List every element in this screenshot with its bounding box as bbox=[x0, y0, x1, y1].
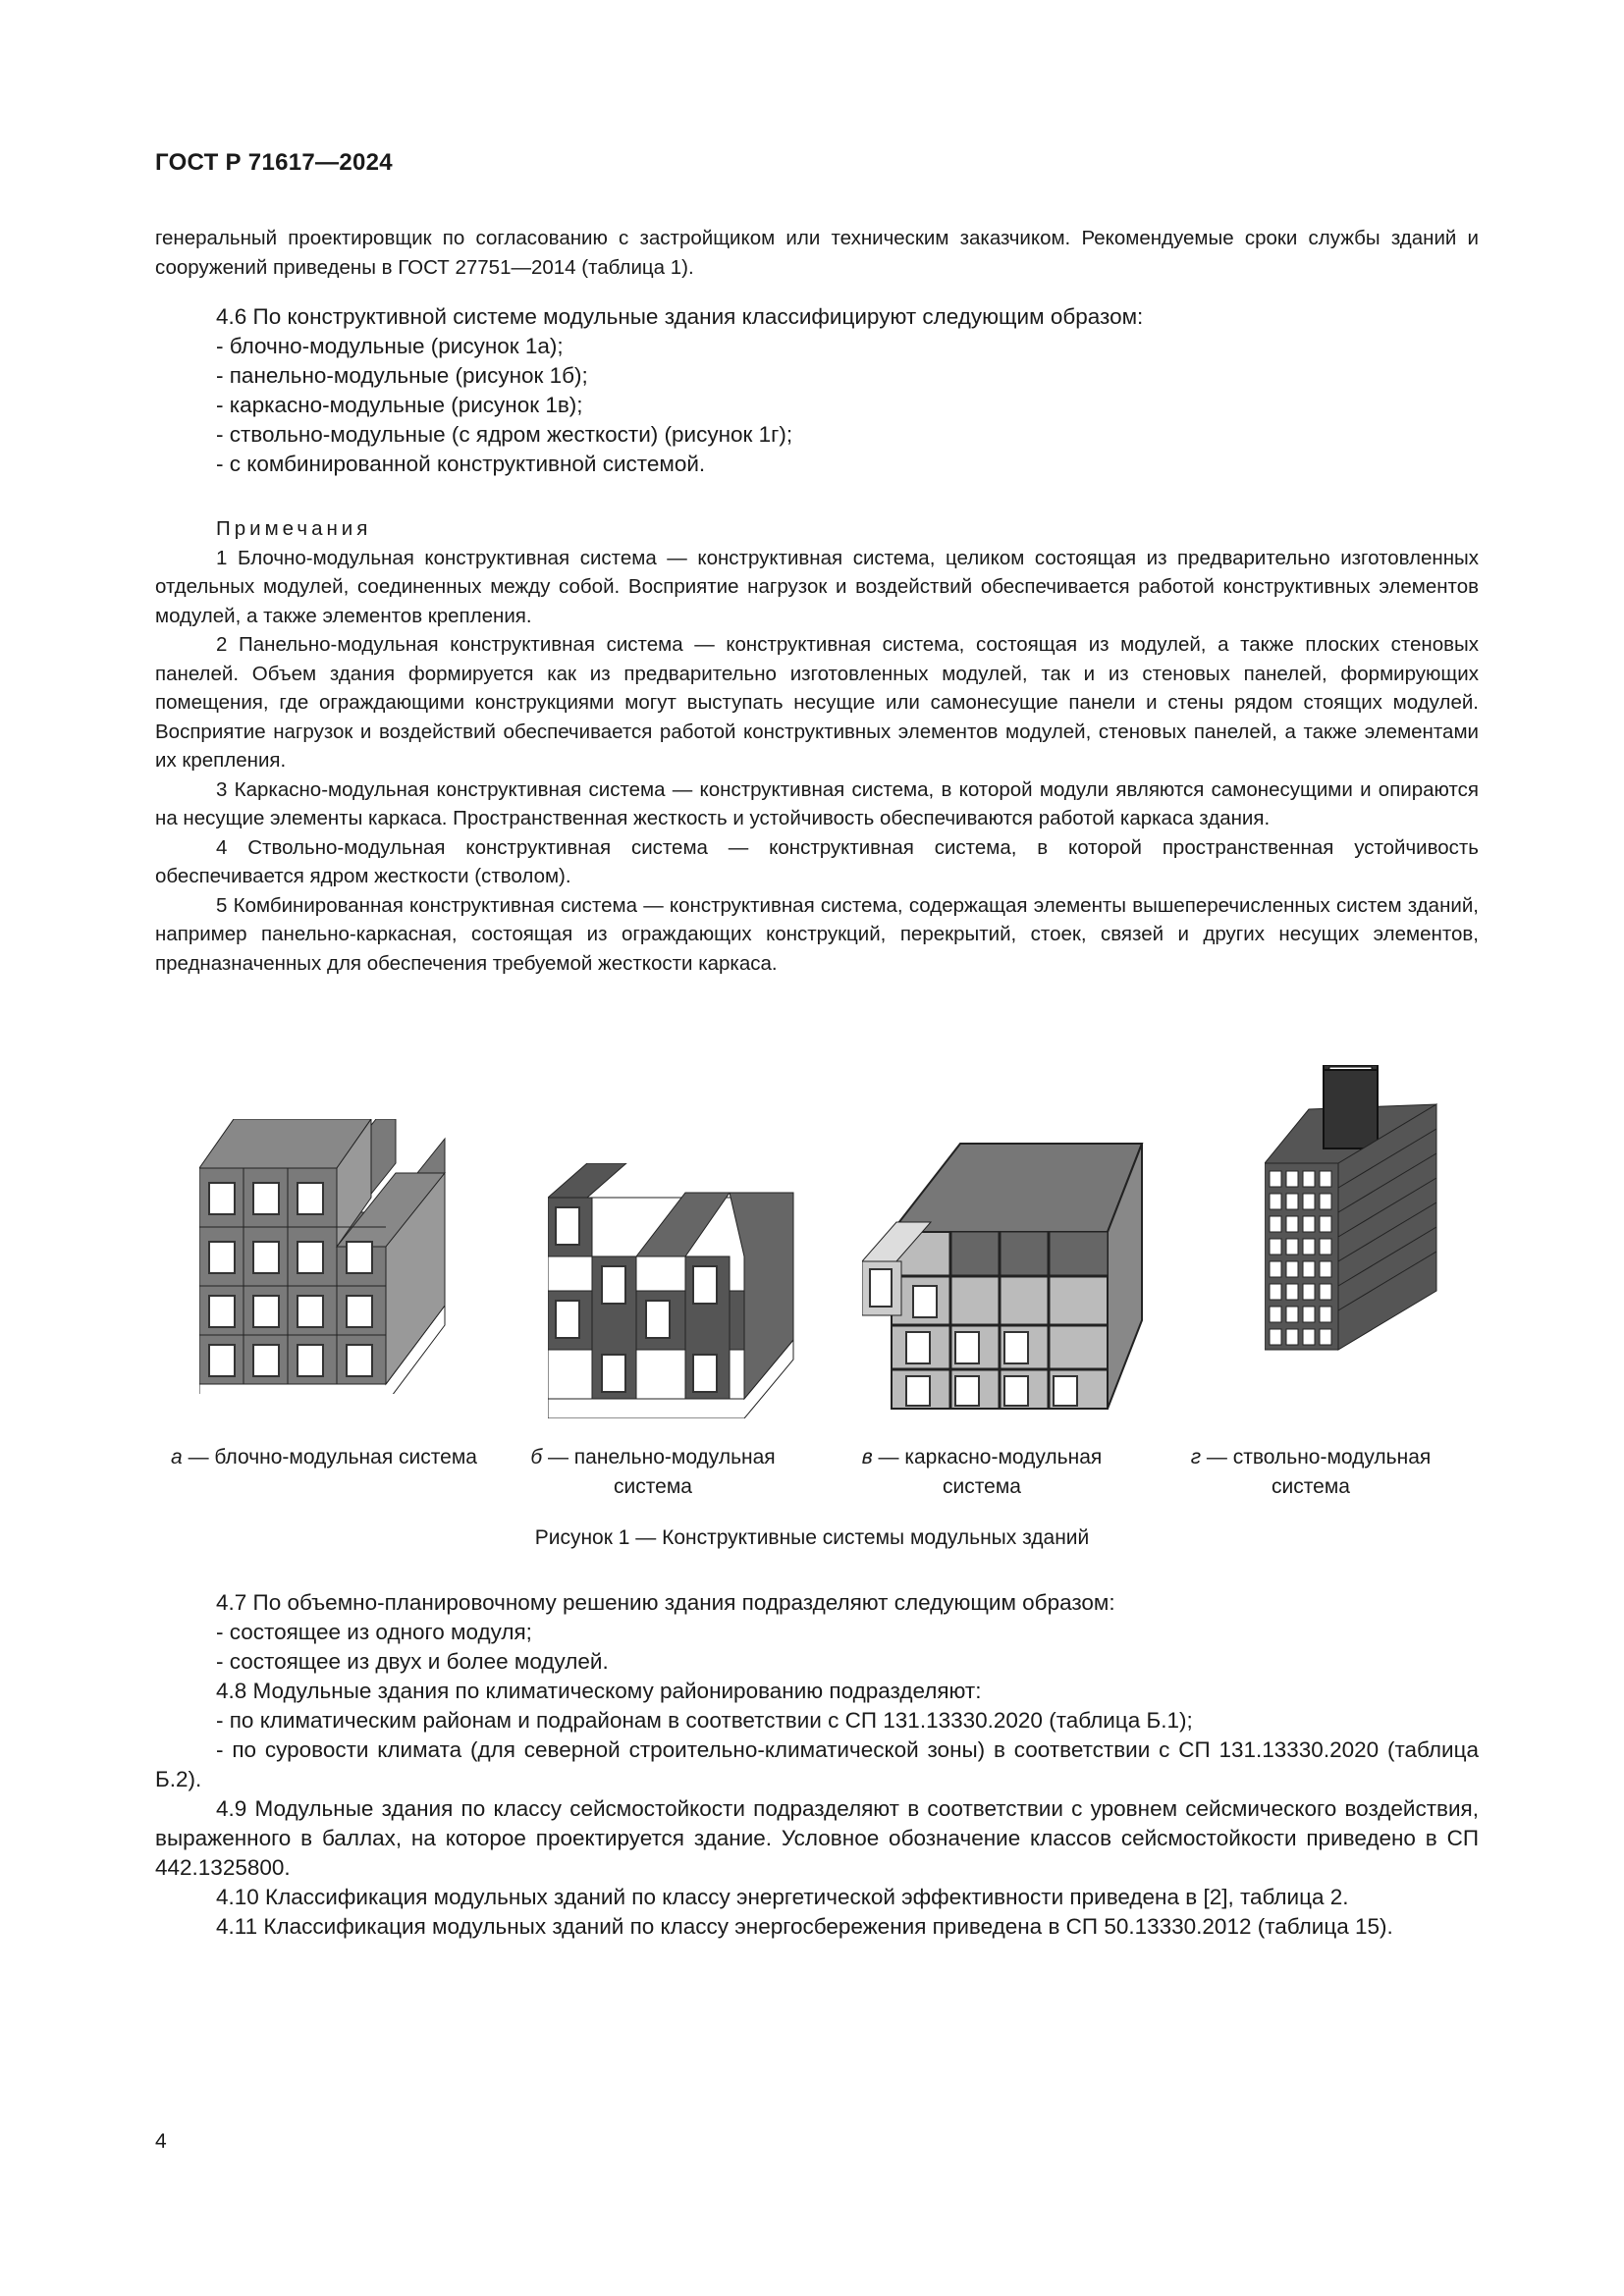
document-header: ГОСТ Р 71617—2024 bbox=[155, 149, 393, 176]
note-item: 2 Панельно-модульная конструктивная система — конструктивная система, состоящая из модулей, а также плоских стеновых панелей. Объем здания формируется как из предварительно изготовленных модулей, так и из стеновых панелей, формирующих помещения, где ограждающими конструкциями могут выступать несущие или самонесущие панели и стены рядом стоящих модулей. Восприятие нагрузок и воздействий обеспечивается работой конструктивных элементов модулей, стеновых панелей, а также элементами их крепления. bbox=[155, 633, 1479, 772]
paragraph: 4.7 По объемно-планировочному решению здания подразделяют следующим образом: bbox=[216, 1590, 1115, 1615]
note-item: 3 Каркасно-модульная конструктивная система — конструктивная система, в которой модули являются самонесущими и опираются на несущие элементы каркаса. Пространственная жесткость и устойчивость обеспечиваются работой каркаса здания. bbox=[155, 777, 1479, 829]
list-item: - состоящее из одного модуля; bbox=[216, 1620, 532, 1644]
frame-modular-illustration bbox=[862, 1124, 1147, 1414]
caption-letter: б bbox=[530, 1446, 543, 1468]
intro-paragraph bbox=[155, 224, 1479, 282]
figure-1 bbox=[155, 1060, 1479, 1414]
block-modular-illustration bbox=[199, 1119, 455, 1394]
list-item: - состоящее из двух и более модулей. bbox=[216, 1649, 609, 1674]
page-number: 4 bbox=[155, 2130, 167, 2153]
panel-modular-illustration bbox=[548, 1163, 803, 1418]
section-lead: 4.6 По конструктивной системе модульные здания классифицируют следующим образом: bbox=[216, 304, 1144, 329]
caption-text: — каркасно-модульная система bbox=[872, 1446, 1103, 1498]
notes bbox=[155, 514, 1479, 978]
caption-b bbox=[496, 1443, 810, 1502]
trunk-modular-illustration bbox=[1265, 1065, 1461, 1360]
paragraph: 4.10 Классификация модульных зданий по классу энергетической эффективности приведена в [2], таблица 2. bbox=[216, 1885, 1349, 1909]
note-item: 5 Комбинированная конструктивная система — конструктивная система, содержащая элементы вышеперечисленных систем зданий, например панельно-каркасная, состоящая из ограждающих конструкций, перекрытий, стоек, связей и других несущих элементов, предназначенных для обеспечения требуемой жесткости каркаса. bbox=[155, 893, 1479, 975]
sections-4-7-to-4-11 bbox=[155, 1588, 1479, 1942]
notes-title: Примечания bbox=[216, 517, 372, 540]
list-item: - по суровости климата (для северной строительно-климатической зоны) в соответствии с СП 131.13330.2020 (таблица Б.2). bbox=[155, 1737, 1479, 1791]
list-item: - каркасно-модульные (рисунок 1в); bbox=[216, 393, 583, 417]
note-item: 4 Ствольно-модульная конструктивная система — конструктивная система, в которой пространственная устойчивость обеспечивается ядром жесткости (стволом). bbox=[155, 835, 1479, 887]
caption-text: — блочно-модульная система bbox=[182, 1446, 477, 1468]
paragraph: 4.11 Классификация модульных зданий по классу энергосбережения приведена в СП 50.13330.2012 (таблица 15). bbox=[216, 1914, 1393, 1939]
caption-text: — ствольно-модульная система bbox=[1201, 1446, 1432, 1498]
caption-text: — панельно-модульная система bbox=[542, 1446, 776, 1498]
caption-a bbox=[167, 1443, 481, 1472]
section-4-6 bbox=[155, 302, 1479, 479]
list-item: - ствольно-модульные (с ядром жесткости) (рисунок 1г); bbox=[216, 422, 793, 447]
intro-text: генеральный проектировщик по согласованию с застройщиком или техническим заказчиком. Рекомендуемые сроки службы зданий и сооружений приведены в ГОСТ 27751—2014 (таблица 1). bbox=[155, 227, 1479, 279]
list-item: - по климатическим районам и подрайонам в соответствии с СП 131.13330.2020 (таблица Б.1); bbox=[216, 1708, 1193, 1733]
caption-letter: а bbox=[171, 1446, 183, 1468]
caption-letter: г bbox=[1190, 1446, 1202, 1468]
caption-letter: в bbox=[861, 1446, 873, 1468]
list-item: - панельно-модульные (рисунок 1б); bbox=[216, 363, 588, 388]
paragraph: 4.9 Модульные здания по классу сейсмостойкости подразделяют в соответствии с уровнем сейсмического воздействия, выраженного в баллах, на которое проектируется здание. Условное обозначение классов сейсмостойкости приведено в СП 442.1325800. bbox=[155, 1796, 1479, 1880]
paragraph: 4.8 Модульные здания по климатическому районированию подразделяют: bbox=[216, 1679, 982, 1703]
caption-g bbox=[1154, 1443, 1468, 1502]
list-item: - блочно-модульные (рисунок 1а); bbox=[216, 334, 564, 358]
list-item: - с комбинированной конструктивной системой. bbox=[216, 452, 706, 476]
caption-v bbox=[825, 1443, 1139, 1502]
figure-title: Рисунок 1 — Конструктивные системы модульных зданий bbox=[534, 1526, 1090, 1549]
note-item: 1 Блочно-модульная конструктивная система — конструктивная система, целиком состоящая из предварительно изготовленных отдельных модулей, соединенных между собой. Восприятие нагрузок и воздействий обеспечивается работой конструктивных элементов модулей, а также элементов крепления. bbox=[155, 546, 1479, 627]
